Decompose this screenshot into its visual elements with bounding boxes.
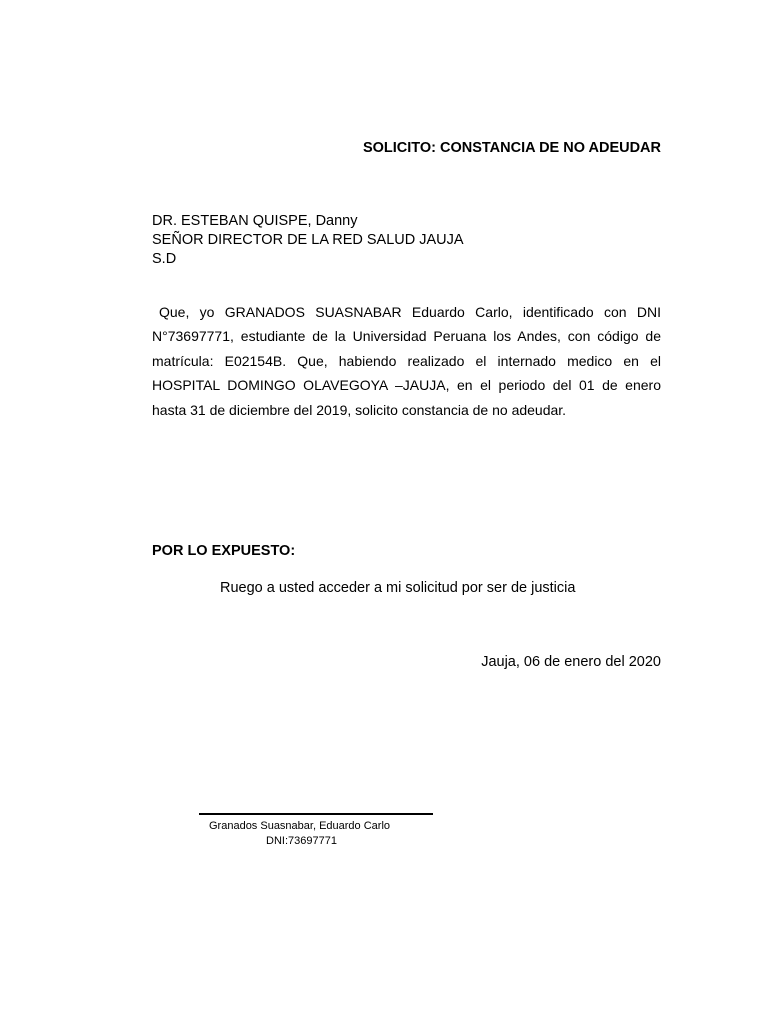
- addressee-title: SEÑOR DIRECTOR DE LA RED SALUD JAUJA: [152, 232, 464, 248]
- addressee-block: [152, 212, 464, 269]
- request-text: Ruego a usted acceder a mi solicitud por ser de justicia: [220, 580, 576, 596]
- body-paragraph: Que, yo GRANADOS SUASNABAR Eduardo Carlo, identificado con DNI N°73697771, estudiante de la Universidad Peruana los Andes, con código de matrícula: E02154B. Que, habiendo realizado el internado medico en el HOSPITAL DOMINGO OLAVEGOYA –JAUJA, en el periodo del 01 de enero hasta 31 de diciembre del 2019, solicito constancia de no adeudar.: [152, 304, 661, 418]
- signature-line: [199, 813, 433, 815]
- addressee-sd: S.D: [152, 251, 177, 267]
- subject-heading: SOLICITO: CONSTANCIA DE NO ADEUDAR: [362, 140, 661, 156]
- expuesto-heading: POR LO EXPUESTO:: [152, 543, 296, 559]
- addressee-name: DR. ESTEBAN QUISPE, Danny: [152, 213, 358, 229]
- signature-name: Granados Suasnabar, Eduardo Carlo: [209, 820, 391, 832]
- date-place: Jauja, 06 de enero del 2020: [481, 654, 661, 670]
- signature-dni: DNI:73697771: [266, 835, 337, 847]
